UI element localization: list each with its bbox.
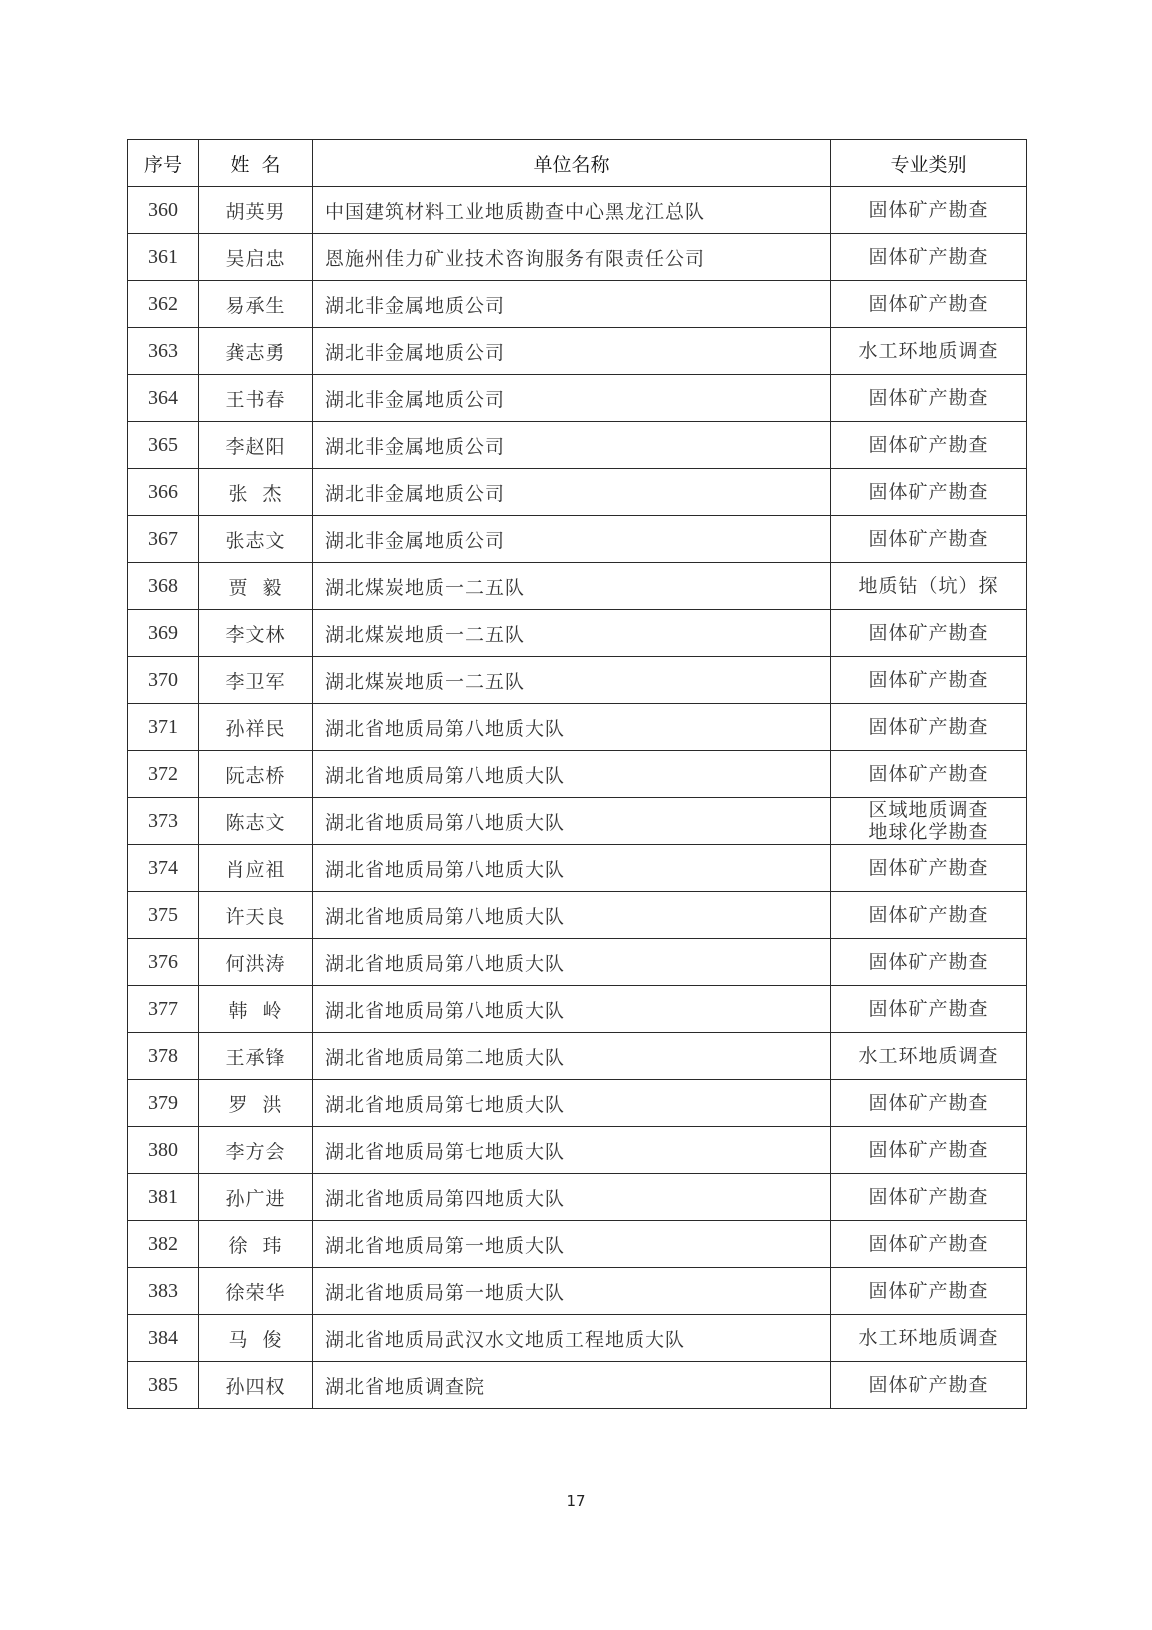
table-row [128, 1315, 1027, 1362]
table-row [128, 657, 1027, 704]
cell-category [831, 939, 1027, 986]
cell-serial-number: 362 [128, 281, 199, 328]
cell-category [831, 563, 1027, 610]
cell-person-name: 贾 毅 [199, 563, 313, 610]
category-line: 固体矿产勘查 [868, 1374, 989, 1396]
cell-person-name: 肖应祖 [199, 845, 313, 892]
table-row [128, 939, 1027, 986]
cell-serial-number: 380 [128, 1127, 199, 1174]
cell-category [831, 422, 1027, 469]
category-line: 地质钻（坑）探 [858, 575, 999, 597]
cell-category [831, 704, 1027, 751]
category-line: 固体矿产勘查 [868, 1280, 989, 1302]
cell-unit-name: 湖北省地质局第八地质大队 [313, 892, 831, 939]
cell-person-name: 张志文 [199, 516, 313, 563]
cell-serial-number: 366 [128, 469, 199, 516]
cell-person-name: 王承锋 [199, 1033, 313, 1080]
cell-serial-number: 377 [128, 986, 199, 1033]
cell-person-name: 孙祥民 [199, 704, 313, 751]
cell-category [831, 1315, 1027, 1362]
table-row [128, 1033, 1027, 1080]
cell-serial-number: 361 [128, 234, 199, 281]
cell-person-name: 罗 洪 [199, 1080, 313, 1127]
cell-category [831, 1127, 1027, 1174]
cell-category [831, 1221, 1027, 1268]
table-row [128, 1174, 1027, 1221]
category-line: 固体矿产勘查 [868, 528, 989, 550]
cell-category [831, 469, 1027, 516]
category-line: 固体矿产勘查 [868, 669, 989, 691]
cell-unit-name: 湖北非金属地质公司 [313, 375, 831, 422]
table-row [128, 610, 1027, 657]
category-line: 固体矿产勘查 [868, 904, 989, 926]
cell-serial-number: 385 [128, 1362, 199, 1409]
category-line: 固体矿产勘查 [868, 857, 989, 879]
cell-person-name: 李方会 [199, 1127, 313, 1174]
header-category: 专业类别 [831, 140, 1027, 187]
cell-person-name: 孙四权 [199, 1362, 313, 1409]
cell-serial-number: 379 [128, 1080, 199, 1127]
cell-serial-number: 381 [128, 1174, 199, 1221]
cell-serial-number: 367 [128, 516, 199, 563]
table-row [128, 422, 1027, 469]
table-header-row [128, 140, 1027, 187]
cell-category [831, 845, 1027, 892]
header-name: 姓 名 [199, 140, 313, 187]
cell-person-name: 吴启忠 [199, 234, 313, 281]
cell-person-name: 孙广进 [199, 1174, 313, 1221]
cell-category [831, 328, 1027, 375]
cell-unit-name: 湖北非金属地质公司 [313, 328, 831, 375]
table-row [128, 281, 1027, 328]
cell-person-name: 张 杰 [199, 469, 313, 516]
cell-category [831, 892, 1027, 939]
cell-serial-number: 372 [128, 751, 199, 798]
cell-category [831, 1080, 1027, 1127]
cell-category [831, 281, 1027, 328]
cell-serial-number: 384 [128, 1315, 199, 1362]
category-line: 水工环地质调查 [858, 340, 999, 362]
table-row [128, 375, 1027, 422]
cell-unit-name: 湖北省地质局第二地质大队 [313, 1033, 831, 1080]
cell-person-name: 韩 岭 [199, 986, 313, 1033]
cell-category [831, 1174, 1027, 1221]
cell-serial-number: 382 [128, 1221, 199, 1268]
cell-person-name: 胡英男 [199, 187, 313, 234]
table-row [128, 751, 1027, 798]
table-row [128, 328, 1027, 375]
cell-unit-name: 湖北非金属地质公司 [313, 281, 831, 328]
cell-unit-name: 湖北省地质局第八地质大队 [313, 986, 831, 1033]
cell-unit-name: 湖北省地质局第四地质大队 [313, 1174, 831, 1221]
cell-serial-number: 368 [128, 563, 199, 610]
cell-category [831, 516, 1027, 563]
cell-serial-number: 374 [128, 845, 199, 892]
cell-category [831, 1362, 1027, 1409]
cell-serial-number: 375 [128, 892, 199, 939]
cell-serial-number: 365 [128, 422, 199, 469]
cell-unit-name: 湖北非金属地质公司 [313, 516, 831, 563]
table-row [128, 469, 1027, 516]
category-line: 固体矿产勘查 [868, 1139, 989, 1161]
cell-unit-name: 湖北煤炭地质一二五队 [313, 657, 831, 704]
category-line: 固体矿产勘查 [868, 387, 989, 409]
table-row [128, 1127, 1027, 1174]
category-line: 固体矿产勘查 [868, 998, 989, 1020]
cell-unit-name: 湖北煤炭地质一二五队 [313, 610, 831, 657]
cell-serial-number: 373 [128, 798, 199, 845]
cell-category [831, 986, 1027, 1033]
table-row [128, 704, 1027, 751]
cell-person-name: 阮志桥 [199, 751, 313, 798]
cell-person-name: 王书春 [199, 375, 313, 422]
cell-person-name: 徐荣华 [199, 1268, 313, 1315]
table-row [128, 1362, 1027, 1409]
cell-unit-name: 湖北省地质局第八地质大队 [313, 845, 831, 892]
table-row [128, 986, 1027, 1033]
cell-person-name: 陈志文 [199, 798, 313, 845]
header-serial-number: 序号 [128, 140, 199, 187]
cell-serial-number: 376 [128, 939, 199, 986]
cell-unit-name: 湖北省地质调查院 [313, 1362, 831, 1409]
category-line: 固体矿产勘查 [868, 622, 989, 644]
cell-category [831, 234, 1027, 281]
cell-category [831, 375, 1027, 422]
table-body [128, 187, 1027, 1409]
table-row [128, 1080, 1027, 1127]
cell-unit-name: 湖北省地质局第一地质大队 [313, 1221, 831, 1268]
category-line: 固体矿产勘查 [868, 246, 989, 268]
cell-person-name: 许天良 [199, 892, 313, 939]
category-line: 固体矿产勘查 [868, 199, 989, 221]
cell-unit-name: 中国建筑材料工业地质勘查中心黑龙江总队 [313, 187, 831, 234]
cell-category [831, 657, 1027, 704]
cell-person-name: 李赵阳 [199, 422, 313, 469]
cell-unit-name: 湖北省地质局武汉水文地质工程地质大队 [313, 1315, 831, 1362]
header-unit-name: 单位名称 [313, 140, 831, 187]
table-row [128, 516, 1027, 563]
cell-serial-number: 378 [128, 1033, 199, 1080]
cell-serial-number: 364 [128, 375, 199, 422]
cell-category [831, 610, 1027, 657]
table-row [128, 798, 1027, 845]
table-row [128, 1221, 1027, 1268]
cell-serial-number: 363 [128, 328, 199, 375]
cell-category [831, 1268, 1027, 1315]
category-line: 水工环地质调查 [858, 1045, 999, 1067]
roster-table [127, 139, 1027, 1409]
cell-unit-name: 湖北非金属地质公司 [313, 422, 831, 469]
table-row [128, 845, 1027, 892]
category-line: 水工环地质调查 [858, 1327, 999, 1349]
category-line: 区域地质调查 [868, 799, 989, 821]
cell-person-name: 李文林 [199, 610, 313, 657]
category-line: 固体矿产勘查 [868, 434, 989, 456]
category-line: 固体矿产勘查 [868, 1233, 989, 1255]
cell-unit-name: 湖北省地质局第八地质大队 [313, 939, 831, 986]
cell-person-name: 徐 玮 [199, 1221, 313, 1268]
cell-unit-name: 湖北省地质局第八地质大队 [313, 798, 831, 845]
category-line: 地球化学勘查 [868, 821, 989, 843]
cell-serial-number: 370 [128, 657, 199, 704]
cell-category [831, 751, 1027, 798]
cell-category [831, 1033, 1027, 1080]
cell-unit-name: 恩施州佳力矿业技术咨询服务有限责任公司 [313, 234, 831, 281]
table-row [128, 1268, 1027, 1315]
cell-unit-name: 湖北省地质局第八地质大队 [313, 704, 831, 751]
cell-unit-name: 湖北省地质局第七地质大队 [313, 1080, 831, 1127]
cell-person-name: 李卫军 [199, 657, 313, 704]
cell-person-name: 马 俊 [199, 1315, 313, 1362]
page-number: 17 [566, 1492, 586, 1510]
category-line: 固体矿产勘查 [868, 716, 989, 738]
cell-person-name: 何洪涛 [199, 939, 313, 986]
category-line: 固体矿产勘查 [868, 481, 989, 503]
cell-unit-name: 湖北省地质局第七地质大队 [313, 1127, 831, 1174]
cell-category [831, 187, 1027, 234]
table-row [128, 892, 1027, 939]
category-line: 固体矿产勘查 [868, 951, 989, 973]
cell-unit-name: 湖北省地质局第八地质大队 [313, 751, 831, 798]
cell-person-name: 龚志勇 [199, 328, 313, 375]
table-row [128, 234, 1027, 281]
cell-serial-number: 360 [128, 187, 199, 234]
cell-serial-number: 369 [128, 610, 199, 657]
category-line: 固体矿产勘查 [868, 293, 989, 315]
category-line: 固体矿产勘查 [868, 1186, 989, 1208]
cell-unit-name: 湖北省地质局第一地质大队 [313, 1268, 831, 1315]
cell-person-name: 易承生 [199, 281, 313, 328]
cell-category [831, 798, 1027, 845]
cell-unit-name: 湖北煤炭地质一二五队 [313, 563, 831, 610]
cell-unit-name: 湖北非金属地质公司 [313, 469, 831, 516]
cell-serial-number: 383 [128, 1268, 199, 1315]
category-line: 固体矿产勘查 [868, 763, 989, 785]
cell-serial-number: 371 [128, 704, 199, 751]
category-line: 固体矿产勘查 [868, 1092, 989, 1114]
table-row [128, 187, 1027, 234]
table-row [128, 563, 1027, 610]
